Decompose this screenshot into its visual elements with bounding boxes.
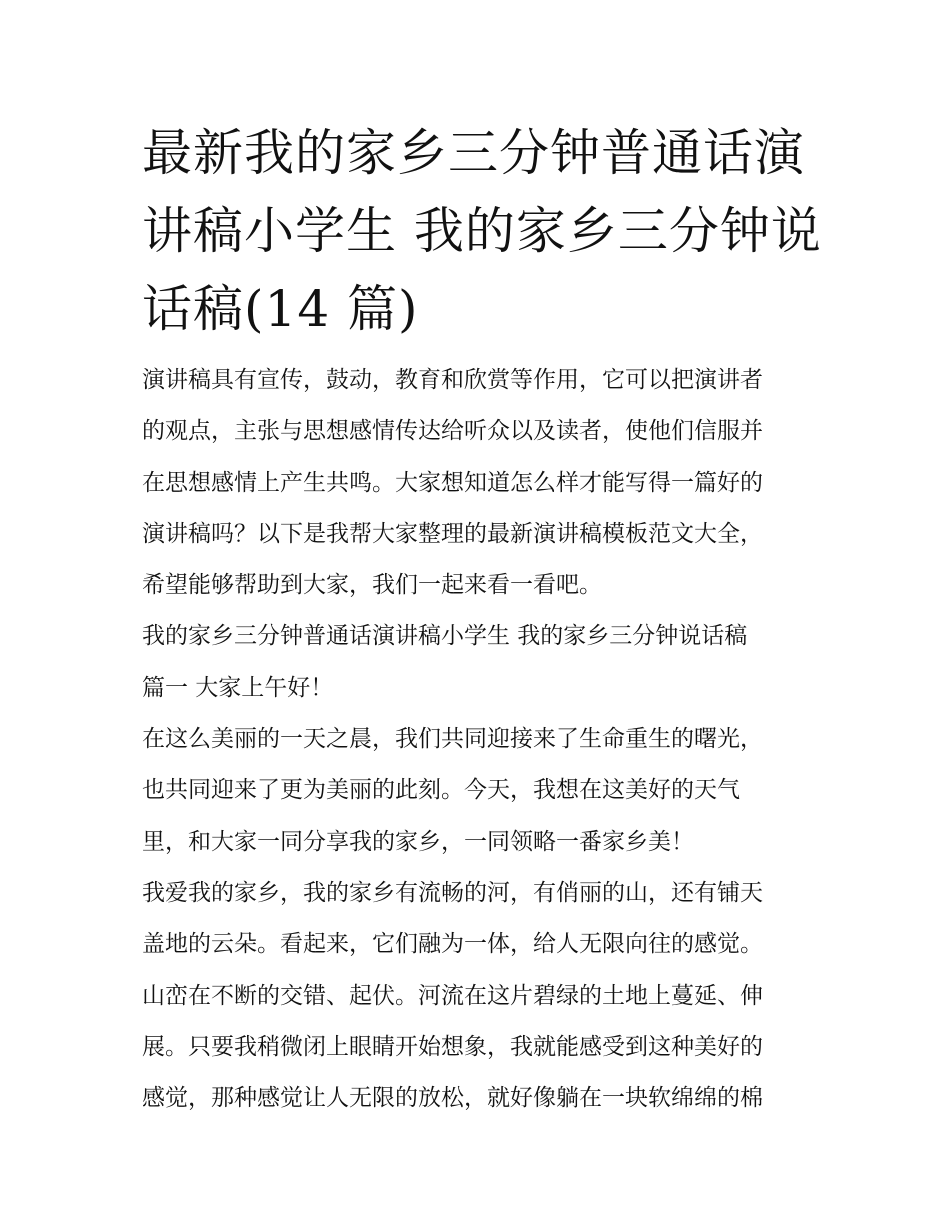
section-heading-line: 我的家乡三分钟普通话演讲稿小学生 我的家乡三分钟说话稿: [142, 623, 748, 650]
document-title: [142, 114, 822, 348]
title-line: 最新我的家乡三分钟普通话演: [142, 124, 805, 182]
body-line: 演讲稿吗？以下是我帮大家整理的最新演讲稿模板范文大全，: [142, 520, 763, 547]
body-line: 也共同迎来了更为美丽的此刻。今天，我想在这美好的天气: [142, 777, 740, 804]
body-line: 感觉，那种感觉让人无限的放松，就好像躺在一块软绵绵的棉: [142, 1085, 763, 1112]
body-line: 在思想感情上产生共鸣。大家想知道怎么样才能写得一篇好的: [142, 469, 763, 496]
body-line: 盖地的云朵。看起来，它们融为一体，给人无限向往的感觉。: [142, 931, 763, 958]
body-line: 我爱我的家乡，我的家乡有流畅的河，有俏丽的山，还有铺天: [142, 879, 763, 906]
document-body: [142, 355, 822, 1124]
body-line: 山峦在不断的交错、起伏。河流在这片碧绿的土地上蔓延、伸: [142, 982, 763, 1009]
body-line: 在这么美丽的一天之晨，我们共同迎接来了生命重生的曙光，: [142, 726, 763, 753]
body-line: 里，和大家一同分享我的家乡，一同领略一番家乡美！: [142, 828, 694, 855]
body-line: 展。只要我稍微闭上眼睛开始想象，我就能感受到这种美好的: [142, 1033, 763, 1060]
title-line: 话稿(14 篇): [142, 280, 419, 338]
body-line: 希望能够帮助到大家，我们一起来看一看吧。: [142, 572, 602, 599]
body-line: 演讲稿具有宣传，鼓动，教育和欣赏等作用，它可以把演讲者: [142, 367, 763, 393]
section-heading-line: 篇一 大家上午好！: [142, 674, 334, 701]
title-line: 讲稿小学生 我的家乡三分钟说: [142, 202, 822, 260]
body-line: 的观点，主张与思想感情传达给听众以及读者，使他们信服并: [142, 418, 763, 445]
